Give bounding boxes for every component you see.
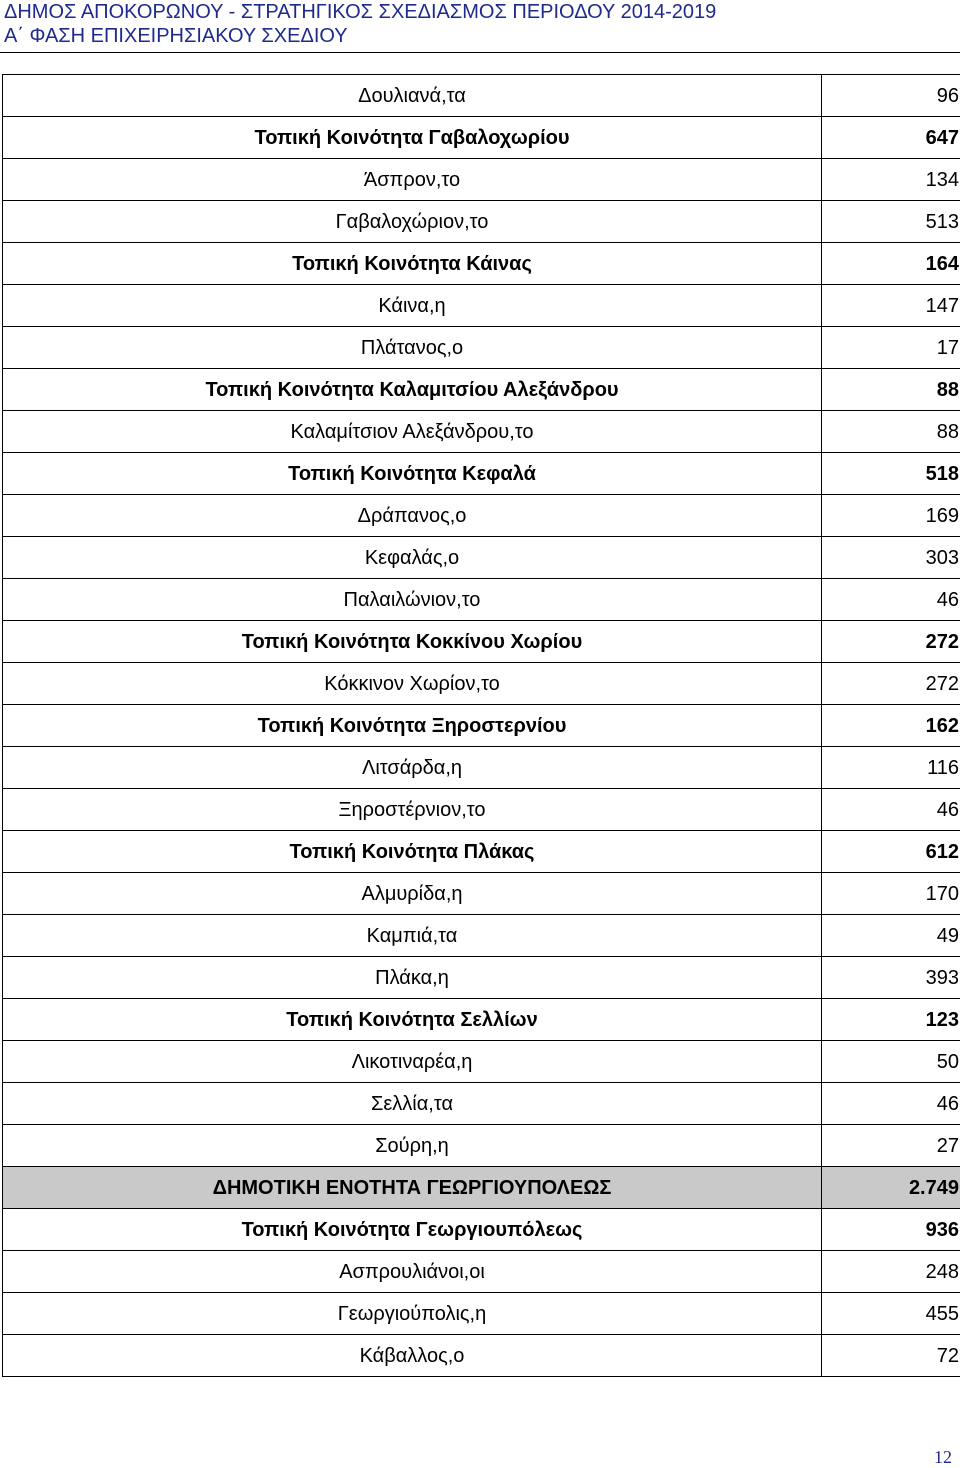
table-row bbox=[3, 1335, 960, 1377]
area-name-cell: Καμπιά,τα bbox=[3, 915, 822, 957]
population-value-cell: 647 bbox=[822, 117, 960, 159]
area-name-cell: Τοπική Κοινότητα Σελλίων bbox=[3, 999, 822, 1041]
table-row bbox=[3, 201, 960, 243]
table-row bbox=[3, 411, 960, 453]
area-name-cell: Παλαιλώνιον,το bbox=[3, 579, 822, 621]
table-row bbox=[3, 1083, 960, 1125]
area-name-cell: Τοπική Κοινότητα Ξηροστερνίου bbox=[3, 705, 822, 747]
table-row bbox=[3, 705, 960, 747]
population-value-cell: 27 bbox=[822, 1125, 960, 1167]
table-row bbox=[3, 789, 960, 831]
area-name-cell: Τοπική Κοινότητα Καλαμιτσίου Αλεξάνδρου bbox=[3, 369, 822, 411]
area-name-cell: Τοπική Κοινότητα Κοκκίνου Χωρίου bbox=[3, 621, 822, 663]
area-name-cell: Δράπανος,ο bbox=[3, 495, 822, 537]
table-row bbox=[3, 1167, 960, 1209]
table-row bbox=[3, 285, 960, 327]
population-value-cell: 393 bbox=[822, 957, 960, 999]
table-row bbox=[3, 957, 960, 999]
population-value-cell: 17 bbox=[822, 327, 960, 369]
area-name-cell: Κάινα,η bbox=[3, 285, 822, 327]
population-value-cell: 164 bbox=[822, 243, 960, 285]
population-value-cell: 134 bbox=[822, 159, 960, 201]
area-name-cell: Τοπική Κοινότητα Κάινας bbox=[3, 243, 822, 285]
area-name-cell: Τοπική Κοινότητα Γεωργιουπόλεως bbox=[3, 1209, 822, 1251]
table-row bbox=[3, 1251, 960, 1293]
population-value-cell: 169 bbox=[822, 495, 960, 537]
area-name-cell: Πλάτανος,ο bbox=[3, 327, 822, 369]
population-value-cell: 123 bbox=[822, 999, 960, 1041]
area-name-cell: Σελλία,τα bbox=[3, 1083, 822, 1125]
area-name-cell: Τοπική Κοινότητα Πλάκας bbox=[3, 831, 822, 873]
area-name-cell: Άσπρον,το bbox=[3, 159, 822, 201]
population-value-cell: 88 bbox=[822, 369, 960, 411]
area-name-cell: Σούρη,η bbox=[3, 1125, 822, 1167]
table-row bbox=[3, 621, 960, 663]
table-row bbox=[3, 663, 960, 705]
table-row bbox=[3, 579, 960, 621]
population-value-cell: 147 bbox=[822, 285, 960, 327]
table-row bbox=[3, 1293, 960, 1335]
table-row bbox=[3, 243, 960, 285]
area-name-cell: Καλαμίτσιον Αλεξάνδρου,το bbox=[3, 411, 822, 453]
population-value-cell: 513 bbox=[822, 201, 960, 243]
table-row bbox=[3, 1041, 960, 1083]
area-name-cell: Γαβαλοχώριον,το bbox=[3, 201, 822, 243]
table-row bbox=[3, 747, 960, 789]
area-name-cell: Κεφαλάς,ο bbox=[3, 537, 822, 579]
population-value-cell: 612 bbox=[822, 831, 960, 873]
area-name-cell: Κάβαλλος,ο bbox=[3, 1335, 822, 1377]
table-row bbox=[3, 453, 960, 495]
table-row bbox=[3, 831, 960, 873]
population-table bbox=[2, 74, 960, 1377]
population-value-cell: 272 bbox=[822, 621, 960, 663]
table-row bbox=[3, 369, 960, 411]
table-row bbox=[3, 327, 960, 369]
population-value-cell: 46 bbox=[822, 579, 960, 621]
table-row bbox=[3, 873, 960, 915]
population-value-cell: 455 bbox=[822, 1293, 960, 1335]
area-name-cell: Λιτσάρδα,η bbox=[3, 747, 822, 789]
population-value-cell: 88 bbox=[822, 411, 960, 453]
population-value-cell: 50 bbox=[822, 1041, 960, 1083]
table-row bbox=[3, 75, 960, 117]
header-divider bbox=[0, 52, 960, 53]
area-name-cell: Κόκκινον Χωρίον,το bbox=[3, 663, 822, 705]
area-name-cell: Αλμυρίδα,η bbox=[3, 873, 822, 915]
area-name-cell: Γεωργιούπολις,η bbox=[3, 1293, 822, 1335]
document-header bbox=[4, 0, 944, 48]
area-name-cell: Τοπική Κοινότητα Γαβαλοχωρίου bbox=[3, 117, 822, 159]
area-name-cell: Λικοτιναρέα,η bbox=[3, 1041, 822, 1083]
table-row bbox=[3, 495, 960, 537]
population-value-cell: 518 bbox=[822, 453, 960, 495]
table-row bbox=[3, 1125, 960, 1167]
population-table-body bbox=[3, 75, 960, 1377]
population-value-cell: 170 bbox=[822, 873, 960, 915]
area-name-cell: ΔΗΜΟΤΙΚΗ ΕΝΟΤΗΤΑ ΓΕΩΡΓΙΟΥΠΟΛΕΩΣ bbox=[3, 1167, 822, 1209]
population-value-cell: 2.749 bbox=[822, 1167, 960, 1209]
table-row bbox=[3, 1209, 960, 1251]
table-row bbox=[3, 159, 960, 201]
population-value-cell: 46 bbox=[822, 789, 960, 831]
population-value-cell: 162 bbox=[822, 705, 960, 747]
table-row bbox=[3, 537, 960, 579]
population-value-cell: 96 bbox=[822, 75, 960, 117]
population-value-cell: 272 bbox=[822, 663, 960, 705]
population-value-cell: 72 bbox=[822, 1335, 960, 1377]
population-value-cell: 248 bbox=[822, 1251, 960, 1293]
population-value-cell: 46 bbox=[822, 1083, 960, 1125]
area-name-cell: Δουλιανά,τα bbox=[3, 75, 822, 117]
area-name-cell: Ασπρουλιάνοι,οι bbox=[3, 1251, 822, 1293]
header-title: ΔΗΜΟΣ ΑΠΟΚΟΡΩΝΟΥ - ΣΤΡΑΤΗΓΙΚΟΣ ΣΧΕΔΙΑΣΜΟΣ ΠΕΡΙΟΔΟΥ 2014-2019 bbox=[4, 0, 944, 24]
table-row bbox=[3, 999, 960, 1041]
table-row bbox=[3, 117, 960, 159]
population-value-cell: 303 bbox=[822, 537, 960, 579]
area-name-cell: Ξηροστέρνιον,το bbox=[3, 789, 822, 831]
population-value-cell: 49 bbox=[822, 915, 960, 957]
population-value-cell: 116 bbox=[822, 747, 960, 789]
area-name-cell: Τοπική Κοινότητα Κεφαλά bbox=[3, 453, 822, 495]
table-row bbox=[3, 915, 960, 957]
population-value-cell: 936 bbox=[822, 1209, 960, 1251]
header-subtitle: Α΄ ΦΑΣΗ ΕΠΙΧΕΙΡΗΣΙΑΚΟΥ ΣΧΕΔΙΟΥ bbox=[4, 24, 944, 48]
area-name-cell: Πλάκα,η bbox=[3, 957, 822, 999]
page-number: 12 bbox=[934, 1447, 952, 1468]
